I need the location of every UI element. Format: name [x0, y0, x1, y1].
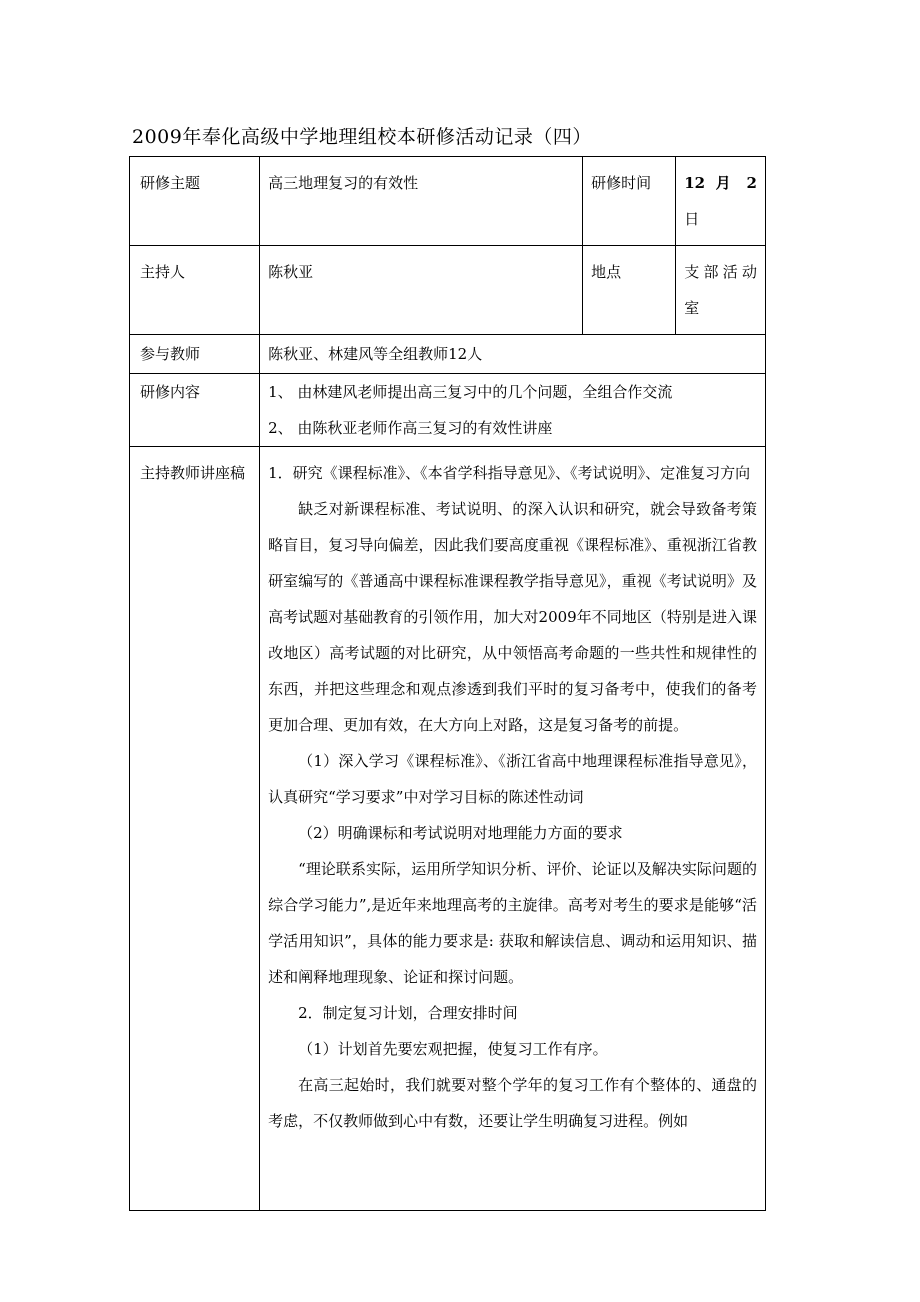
document-title: 2009年奉化高级中学地理组校本研修活动记录（四） [132, 126, 592, 148]
content-item-1: 1、 由林建风老师提出高三复习中的几个问题，全组合作交流 [268, 383, 673, 401]
location-value [676, 246, 766, 335]
host-label: 主持人 [130, 246, 260, 335]
content-item-2: 2、 由陈秋亚老师作高三复习的有效性讲座 [268, 419, 553, 437]
lecture-paragraph: 在高三起始时，我们就要对整个学年的复习工作有个整体的、通盘的考虑，不仅教师做到心中有数，还要让学生明确复习进程。例如 [268, 1076, 757, 1130]
lecture-paragraph: 1．研究《课程标准》、《本省学科指导意见》、《考试说明》、定准复习方向 [268, 464, 751, 482]
location-value-line2: 室 [684, 299, 700, 317]
topic-label: 研修主题 [130, 157, 260, 246]
lecture-body [260, 447, 766, 1211]
time-value-line1: 12 月 2 [684, 174, 757, 192]
time-value [676, 157, 766, 246]
location-label: 地点 [583, 246, 676, 335]
host-value: 陈秋亚 [260, 246, 583, 335]
time-value-line2: 日 [684, 210, 700, 228]
lecture-label: 主持教师讲座稿 [130, 447, 260, 1211]
lecture-paragraph: 2．制定复习计划，合理安排时间 [298, 1004, 518, 1022]
time-label: 研修时间 [583, 157, 676, 246]
table-row [130, 374, 766, 447]
lecture-paragraph: 缺乏对新课程标准、考试说明、的深入认识和研究，就会导致备考策略盲目，复习导向偏差，因此我们要高度重视《课程标准》、重视浙江省教研室编写的《普通高中课程标准课程教学指导意见》，重视《考试说明》及高考试题对基础教育的引领作用，加大对2009年不同地区（特别是进入课改地区）高考试题的对比研究，从中领悟高考命题的一些共性和规律性的东西，并把这些理念和观点渗透到我们平时的复习备考中，使我们的备考更加合理、更加有效，在大方向上对路，这是复习备考的前提。 [268, 500, 757, 734]
participants-label: 参与教师 [130, 335, 260, 374]
lecture-paragraph: “理论联系实际，运用所学知识分析、评价、论证以及解决实际问题的综合学习能力”,是近年来地理高考的主旋律。高考对考生的要求是能够“活学活用知识”，具体的能力要求是: 获取和解读信息、调动和运用知识、描述和阐释地理现象、论证和探讨问题。 [268, 860, 757, 986]
table-row [130, 246, 766, 335]
lecture-paragraph: （2）明确课标和考试说明对地理能力方面的要求 [298, 824, 623, 842]
lecture-paragraph: （1）深入学习《课程标准》、《浙江省高中地理课程标准指导意见》，认真研究“学习要求”中对学习目标的陈述性动词 [268, 752, 757, 806]
lecture-paragraph: （1）计划首先要宏观把握，使复习工作有序。 [298, 1040, 608, 1058]
content-label: 研修内容 [130, 374, 260, 447]
table-row [130, 157, 766, 246]
table-row [130, 335, 766, 374]
activity-record-table [129, 156, 766, 1211]
location-value-line1: 支部活动 [684, 263, 757, 281]
table-row [130, 447, 766, 1211]
content-value [260, 374, 766, 447]
participants-value: 陈秋亚、林建风等全组教师12人 [260, 335, 766, 374]
topic-value: 高三地理复习的有效性 [260, 157, 583, 246]
